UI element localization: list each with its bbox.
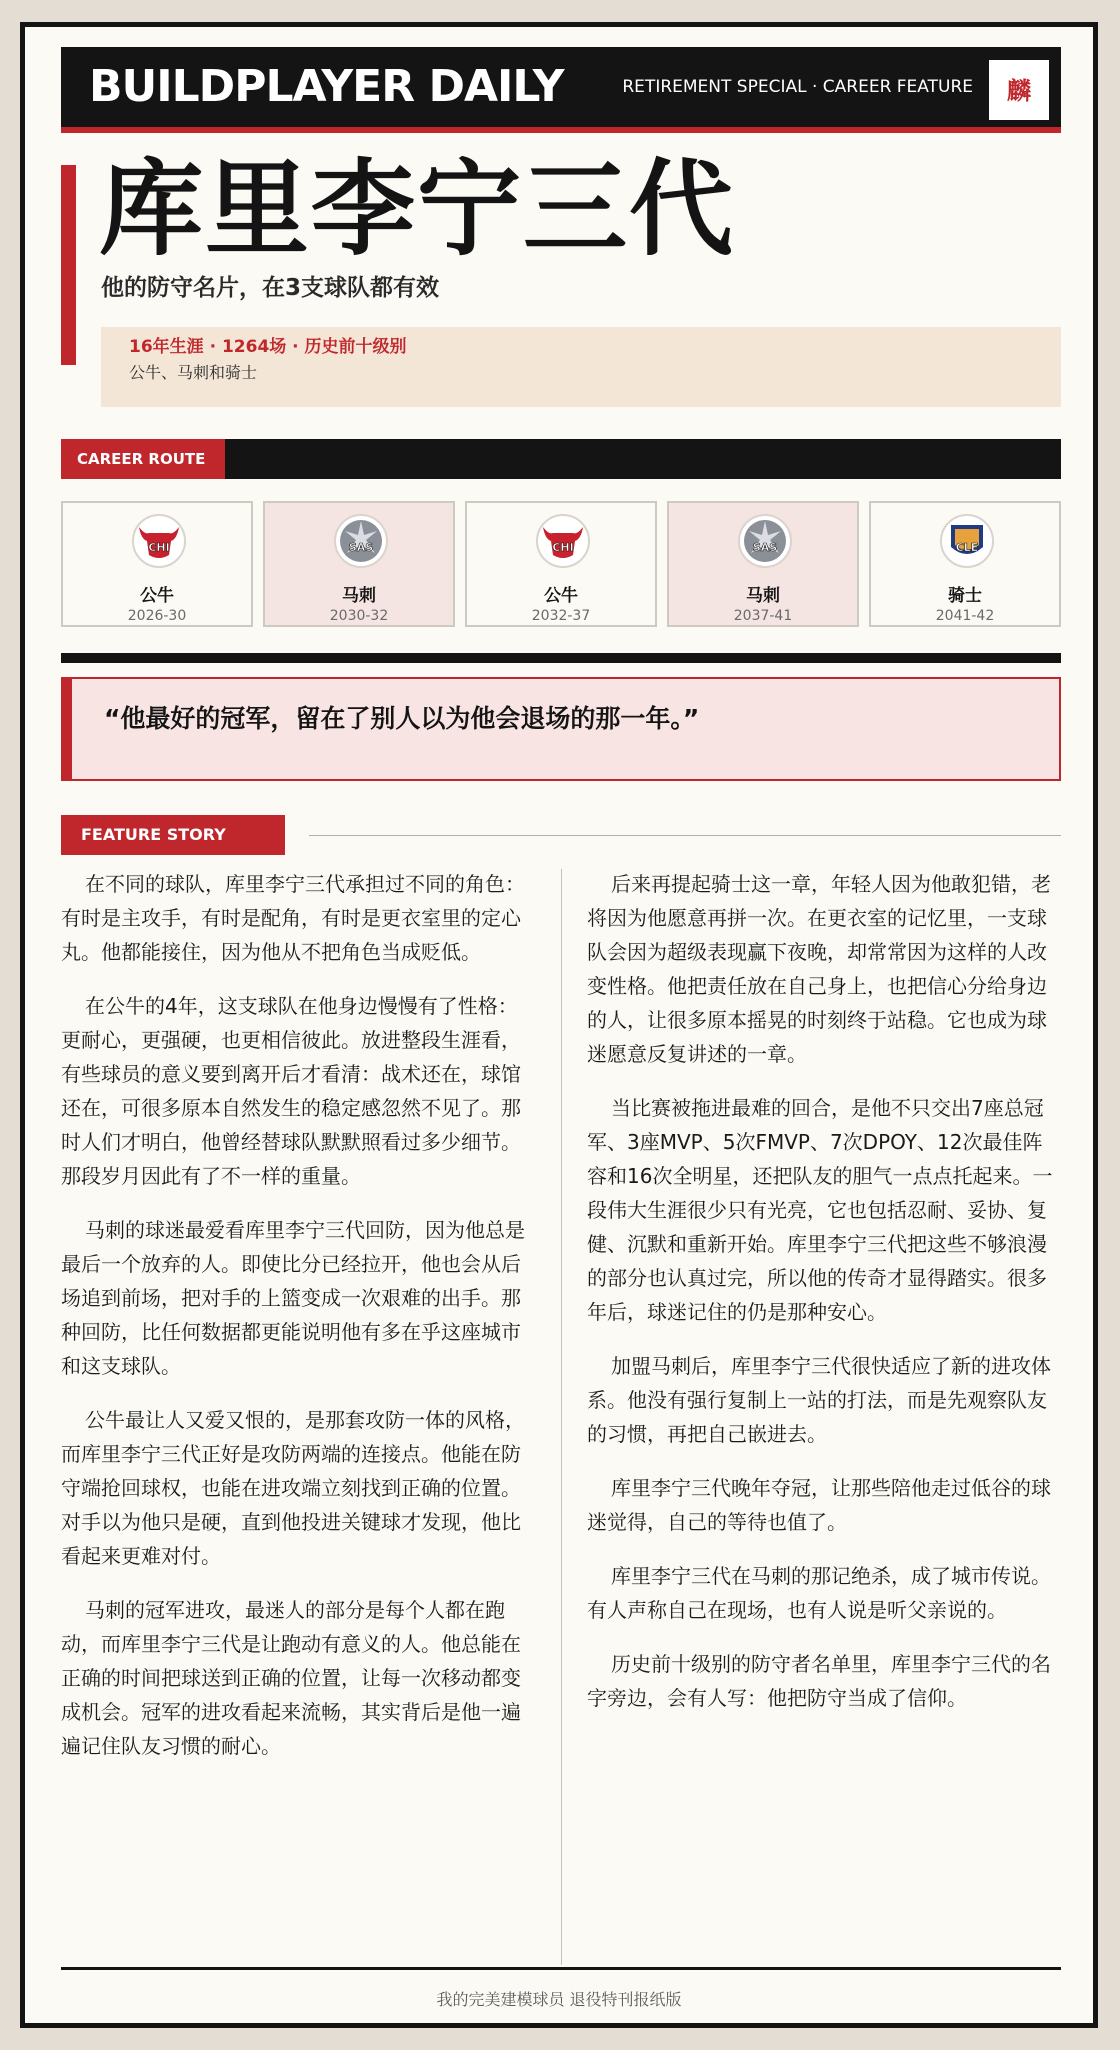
svg-text:CHI: CHI: [552, 541, 574, 554]
article-paragraph: 当比赛被拖进最难的回合，是他不只交出7座总冠军、3座MVP、5次FMVP、7次DPOY、12次最佳阵容和16次全明星，还把队友的胆气一点点托起来。一段伟大生涯很少只有光亮，它也包括忍耐、妥协、复健、沉默和重新开始。库里李宁三代把这些不够浪漫的部分也认真过完，所以他的传奇才显得踏实。很多年后，球迷记住的仍是那种安心。: [587, 1096, 1053, 1324]
footer-text: 我的完美建模球员 退役特刊报纸版: [436, 1990, 682, 2009]
team-card: [61, 501, 253, 627]
cavaliers-logo-icon: [939, 513, 995, 569]
team-years: 2030-32: [329, 608, 389, 624]
article-paragraph: 后来再提起骑士这一章，年轻人因为他敢犯错，老将因为他愿意再拼一次。在更衣室的记忆里，一支球队会因为超级表现赢下夜晚，却常常因为这样的人改变性格。他把责任放在自己身上，也把信心分给身边的人，让很多原本摇晃的时刻终于站稳。它也成为球迷愿意反复讲述的一章。: [587, 872, 1051, 1066]
article-paragraph: 公牛最让人又爱又恨的，是那套攻防一体的风格，而库里李宁三代正好是攻防两端的连接点。他能在防守端抢回球权，也能在进攻端立刻找到正确的位置。对手以为他只是硬，直到他投进关键球才发现，他比看起来更难对付。: [61, 1408, 525, 1568]
headline-subtitle: 他的防守名片，在3支球队都有效: [101, 275, 440, 301]
article-column-right: [587, 867, 1059, 1735]
svg-text:CHI: CHI: [148, 541, 170, 554]
masthead-subtitle: RETIREMENT SPECIAL · CAREER FEATURE: [622, 77, 973, 97]
svg-text:麟: 麟: [1007, 77, 1031, 105]
career-teams-line: 公牛、马刺和骑士: [129, 363, 258, 382]
article-paragraph: 库里李宁三代晚年夺冠，让那些陪他走过低谷的球迷觉得，自己的等待也值了。: [587, 1476, 1051, 1534]
bull-logo-icon: [131, 513, 187, 569]
article-paragraph: 在不同的球队，库里李宁三代承担过不同的角色：有时是主攻手，有时是配角，有时是更衣室里的定心丸。他都能接住，因为他从不把角色当成贬低。: [61, 872, 525, 964]
article-paragraph: 加盟马刺后，库里李宁三代很快适应了新的进攻体系。他没有强行复制上一站的打法，而是先观察队友的习惯，再把自己嵌进去。: [587, 1354, 1051, 1446]
team-card: [667, 501, 859, 627]
team-years: 2037-41: [733, 608, 793, 624]
team-card: [263, 501, 455, 627]
career-stats-line: 16年生涯 · 1264场 · 历史前十级别: [129, 337, 407, 357]
headline-title: 库里李宁三代: [99, 148, 736, 270]
svg-text:SAS: SAS: [752, 541, 778, 554]
column-divider: [561, 869, 562, 1965]
article-paragraph: 库里李宁三代在马刺的那记绝杀，成了城市传说。有人声称自己在现场，也有人说是听父亲说的。: [587, 1564, 1051, 1622]
team-name: 马刺: [342, 586, 376, 606]
article-paragraph: 马刺的球迷最爱看库里李宁三代回防，因为他总是最后一个放弃的人。即使比分已经拉开，他也会从后场追到前场，把对手的上篮变成一次艰难的出手。那种回防，比任何数据都更能说明他有多在乎这座城市和这支球队。: [61, 1218, 525, 1378]
seal-icon: [989, 60, 1049, 120]
team-years: 2041-42: [935, 608, 995, 624]
team-card: [465, 501, 657, 627]
spurs-logo-icon: [333, 513, 389, 569]
bull-logo-icon: [535, 513, 591, 569]
team-years: 2026-30: [127, 608, 187, 624]
team-name: 骑士: [948, 586, 982, 606]
headline-accent-bar: [61, 165, 76, 365]
team-card: [869, 501, 1061, 627]
career-stats-box: [101, 327, 1061, 407]
section-divider: [61, 653, 1061, 663]
footer-rule: [61, 1967, 1061, 1970]
team-years: 2032-37: [531, 608, 591, 624]
team-name: 马刺: [746, 586, 780, 606]
feature-rule: [309, 835, 1061, 836]
career-route-bar: [61, 439, 1061, 479]
pull-quote-text: “他最好的冠军，留在了别人以为他会退场的那一年。”: [104, 704, 700, 733]
newspaper-page: [20, 22, 1098, 2028]
spurs-logo-icon: [737, 513, 793, 569]
masthead-title: BUILDPLAYER DAILY: [89, 61, 564, 112]
masthead: [61, 47, 1061, 133]
career-route-label: CAREER ROUTE: [61, 439, 225, 479]
career-route-teams: [61, 501, 1061, 627]
pull-quote: [61, 677, 1061, 781]
svg-text:CLE: CLE: [955, 541, 979, 554]
feature-story-label: FEATURE STORY: [61, 815, 285, 855]
article-paragraph: 历史前十级别的防守者名单里，库里李宁三代的名字旁边，会有人写：他把防守当成了信仰。: [587, 1652, 1051, 1710]
svg-text:SAS: SAS: [348, 541, 374, 554]
article-column-left: [61, 867, 533, 1783]
article-paragraph: 在公牛的4年，这支球队在他身边慢慢有了性格：更耐心，更强硬，也更相信彼此。放进整段生涯看，有些球员的意义要到离开后才看清：战术还在，球馆还在，可很多原本自然发生的稳定感忽然不见了。那时人们才明白，他曾经替球队默默照看过多少细节。那段岁月因此有了不一样的重量。: [61, 994, 521, 1188]
team-name: 公牛: [140, 586, 174, 606]
team-name: 公牛: [544, 586, 578, 606]
article-paragraph: 马刺的冠军进攻，最迷人的部分是每个人都在跑动，而库里李宁三代是让跑动有意义的人。他总能在正确的时间把球送到正确的位置，让每一次移动都变成机会。冠军的进攻看起来流畅，其实背后是他一遍遍记住队友习惯的耐心。: [61, 1598, 521, 1758]
